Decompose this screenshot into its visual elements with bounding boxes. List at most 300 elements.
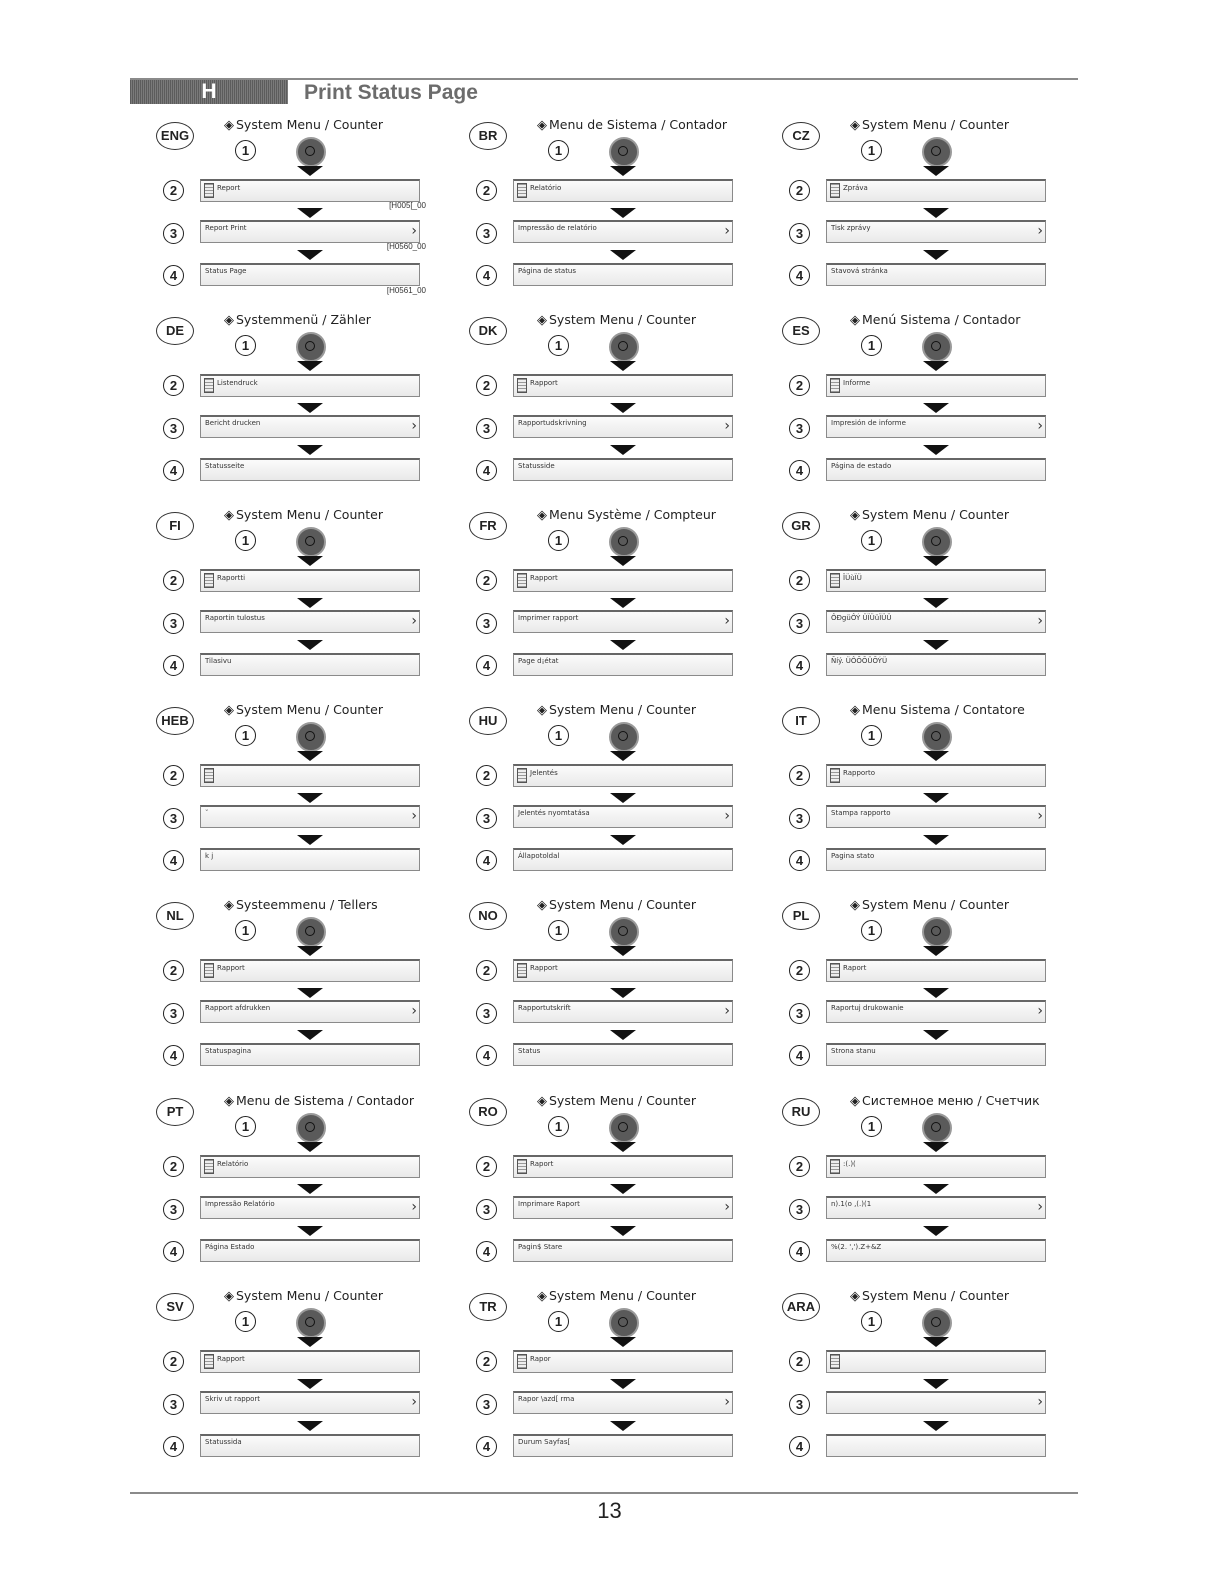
step-3-badge: 3: [163, 1199, 184, 1220]
menu-path-text: Systeemmenu / Tellers: [236, 897, 378, 912]
chevron-right-icon: ›: [1037, 1199, 1043, 1215]
step-4-badge: 4: [163, 460, 184, 481]
document-icon: [204, 183, 214, 198]
report-screen: [513, 959, 733, 982]
chevron-right-icon: ›: [411, 1199, 417, 1215]
system-menu-key-icon: [296, 722, 326, 752]
step-2-badge: 2: [476, 180, 497, 201]
report-screen: [200, 764, 420, 787]
report-label: Raport: [843, 964, 867, 972]
report-print-screen: [200, 1000, 420, 1023]
status-page-screen: [513, 263, 733, 286]
report-label: Rapport: [530, 379, 558, 387]
diamond-icon: ◈: [537, 1094, 547, 1109]
status-page-label: Statusside: [518, 462, 555, 470]
triangle-down-icon: [610, 598, 636, 608]
diamond-icon: ◈: [850, 703, 860, 718]
report-print-screen: [826, 1391, 1046, 1414]
triangle-down-icon: [297, 361, 323, 371]
step-4-badge: 4: [789, 1045, 810, 1066]
language-badge: TR: [469, 1293, 507, 1321]
document-icon: [204, 1354, 214, 1369]
chevron-right-icon: ›: [724, 613, 730, 629]
menu-path-text: Menú Sistema / Contador: [862, 312, 1021, 327]
report-print-label: Raportin tulostus: [205, 614, 265, 622]
language-badge: NO: [469, 902, 507, 930]
triangle-down-icon: [297, 640, 323, 650]
language-block: [756, 890, 1056, 1080]
diamond-icon: ◈: [537, 898, 547, 913]
status-page-label: Pagin$ Stare: [518, 1243, 563, 1251]
report-screen: [826, 959, 1046, 982]
menu-path: [850, 312, 1020, 328]
step-2-badge: 2: [476, 375, 497, 396]
chevron-right-icon: ›: [724, 808, 730, 824]
step-3-badge: 3: [476, 808, 497, 829]
triangle-down-icon: [297, 1337, 323, 1347]
chevron-right-icon: ›: [411, 1394, 417, 1410]
status-page-label: Page d¡état: [518, 657, 559, 665]
language-badge: FR: [469, 512, 507, 540]
triangle-down-icon: [923, 1142, 949, 1152]
chevron-right-icon: ›: [1037, 418, 1043, 434]
language-badge: IT: [782, 707, 820, 735]
status-page-label: Página de status: [518, 267, 577, 275]
system-menu-key-icon: [922, 527, 952, 557]
triangle-down-icon: [610, 835, 636, 845]
system-menu-key-icon: [922, 722, 952, 752]
language-badge: RO: [469, 1098, 507, 1126]
status-page-screen: [200, 1239, 420, 1262]
step-2-badge: 2: [163, 570, 184, 591]
menu-path-text: System Menu / Counter: [862, 1288, 1010, 1303]
language-block: [130, 890, 430, 1080]
step-4-badge: 4: [163, 1241, 184, 1262]
step-4-badge: 4: [476, 1436, 497, 1457]
report-print-label: Tisk zprávy: [831, 224, 871, 232]
menu-path: [224, 1288, 383, 1304]
menu-path: [537, 1288, 696, 1304]
report-screen: [513, 374, 733, 397]
language-block: [756, 305, 1056, 495]
system-menu-key-icon: [296, 917, 326, 947]
report-print-screen: [513, 805, 733, 828]
report-screen: [826, 179, 1046, 202]
language-badge: ARA: [782, 1293, 820, 1321]
report-label: Rapor: [530, 1355, 551, 1363]
report-print-screen: [200, 1196, 420, 1219]
step-1-badge: 1: [235, 920, 256, 941]
step-1-badge: 1: [235, 140, 256, 161]
report-print-label: Imprimare Raport: [518, 1200, 580, 1208]
step-1-badge: 1: [548, 1116, 569, 1137]
triangle-down-icon: [610, 361, 636, 371]
step-1-badge: 1: [548, 920, 569, 941]
diamond-icon: ◈: [224, 703, 234, 718]
step-4-badge: 4: [476, 1045, 497, 1066]
menu-path: [224, 702, 383, 718]
system-menu-key-icon: [296, 1308, 326, 1338]
language-badge: DE: [156, 317, 194, 345]
triangle-down-icon: [923, 1184, 949, 1194]
menu-path: [537, 507, 716, 523]
step-3-badge: 3: [476, 418, 497, 439]
menu-path-text: System Menu / Counter: [549, 1093, 697, 1108]
screen-code: [H0561_00: [386, 286, 426, 295]
language-badge: GR: [782, 512, 820, 540]
step-3-badge: 3: [789, 1394, 810, 1415]
status-page-screen: [200, 263, 420, 286]
diamond-icon: ◈: [850, 1289, 860, 1304]
report-print-label: n).1(o ,(.)(1: [831, 1200, 872, 1208]
report-screen: [826, 764, 1046, 787]
menu-path-text: Menu de Sistema / Contador: [236, 1093, 414, 1108]
diamond-icon: ◈: [850, 508, 860, 523]
menu-path: [850, 897, 1009, 913]
report-screen: [200, 959, 420, 982]
triangle-down-icon: [923, 598, 949, 608]
status-page-screen: [826, 1434, 1046, 1457]
status-page-screen: [200, 458, 420, 481]
step-1-badge: 1: [235, 335, 256, 356]
triangle-down-icon: [923, 556, 949, 566]
report-screen: [513, 1155, 733, 1178]
triangle-down-icon: [610, 403, 636, 413]
diamond-icon: ◈: [537, 313, 547, 328]
triangle-down-icon: [297, 598, 323, 608]
step-2-badge: 2: [163, 1351, 184, 1372]
report-label: ÎÜùÏÜ: [843, 574, 862, 582]
step-3-badge: 3: [476, 613, 497, 634]
report-print-label: Impressão de relatório: [518, 224, 597, 232]
document-icon: [517, 573, 527, 588]
diamond-icon: ◈: [537, 703, 547, 718]
triangle-down-icon: [297, 835, 323, 845]
step-4-badge: 4: [163, 1045, 184, 1066]
step-4-badge: 4: [789, 1241, 810, 1262]
step-4-badge: 4: [476, 850, 497, 871]
step-2-badge: 2: [789, 765, 810, 786]
diamond-icon: ◈: [537, 508, 547, 523]
step-1-badge: 1: [548, 335, 569, 356]
triangle-down-icon: [923, 640, 949, 650]
report-label: Rapport: [530, 574, 558, 582]
triangle-down-icon: [297, 988, 323, 998]
language-block: [130, 695, 430, 885]
step-1-badge: 1: [861, 725, 882, 746]
screen-code: [H005[_00: [389, 201, 426, 210]
status-page-screen: [200, 1043, 420, 1066]
status-page-label: Tilasivu: [205, 657, 232, 665]
system-menu-key-icon: [922, 332, 952, 362]
menu-path: [224, 507, 383, 523]
language-block: [130, 1281, 430, 1471]
language-block: [130, 110, 430, 300]
document-icon: [517, 1354, 527, 1369]
step-1-badge: 1: [861, 1311, 882, 1332]
step-3-badge: 3: [476, 1199, 497, 1220]
status-page-screen: [826, 848, 1046, 871]
report-print-screen: [200, 1391, 420, 1414]
chevron-right-icon: ›: [1037, 613, 1043, 629]
menu-path-text: Menu de Sistema / Contador: [549, 117, 727, 132]
menu-path-text: System Menu / Counter: [549, 702, 697, 717]
document-icon: [830, 183, 840, 198]
report-print-screen: [513, 1196, 733, 1219]
report-label: Listendruck: [217, 379, 258, 387]
status-page-screen: [513, 653, 733, 676]
report-print-screen: [513, 610, 733, 633]
triangle-down-icon: [923, 988, 949, 998]
step-1-badge: 1: [235, 1311, 256, 1332]
step-3-badge: 3: [476, 1394, 497, 1415]
report-print-screen: [513, 1000, 733, 1023]
menu-path: [537, 702, 696, 718]
report-label: Rapport: [217, 964, 245, 972]
triangle-down-icon: [610, 793, 636, 803]
system-menu-key-icon: [922, 917, 952, 947]
language-badge: SV: [156, 1293, 194, 1321]
step-2-badge: 2: [476, 570, 497, 591]
system-menu-key-icon: [296, 1113, 326, 1143]
step-4-badge: 4: [163, 850, 184, 871]
report-screen: [826, 1350, 1046, 1373]
menu-path-text: System Menu / Counter: [549, 312, 697, 327]
triangle-down-icon: [610, 946, 636, 956]
triangle-down-icon: [610, 166, 636, 176]
step-4-badge: 4: [163, 265, 184, 286]
menu-path-text: System Menu / Counter: [236, 117, 384, 132]
triangle-down-icon: [297, 1421, 323, 1431]
status-page-screen: [826, 653, 1046, 676]
chevron-right-icon: ›: [1037, 808, 1043, 824]
system-menu-key-icon: [609, 332, 639, 362]
step-2-badge: 2: [789, 180, 810, 201]
step-1-badge: 1: [861, 335, 882, 356]
triangle-down-icon: [610, 1226, 636, 1236]
language-block: [443, 500, 743, 690]
language-block: [443, 890, 743, 1080]
step-2-badge: 2: [163, 180, 184, 201]
status-page-screen: [513, 1043, 733, 1066]
report-screen: [200, 1155, 420, 1178]
report-label: Rapport: [530, 964, 558, 972]
triangle-down-icon: [923, 751, 949, 761]
status-page-label: Állapotoldal: [518, 852, 560, 860]
step-1-badge: 1: [235, 725, 256, 746]
report-screen: [513, 179, 733, 202]
system-menu-key-icon: [609, 1113, 639, 1143]
chevron-right-icon: ›: [411, 418, 417, 434]
document-icon: [204, 573, 214, 588]
chevron-right-icon: ›: [411, 1003, 417, 1019]
language-block: [756, 1281, 1056, 1471]
diamond-icon: ◈: [850, 313, 860, 328]
triangle-down-icon: [923, 793, 949, 803]
step-3-badge: 3: [789, 1003, 810, 1024]
language-badge: HEB: [156, 707, 194, 735]
chevron-right-icon: ›: [411, 223, 417, 239]
report-print-label: Imprimer rapport: [518, 614, 579, 622]
language-badge: HU: [469, 707, 507, 735]
step-1-badge: 1: [861, 1116, 882, 1137]
diamond-icon: ◈: [537, 118, 547, 133]
language-block: [130, 305, 430, 495]
step-4-badge: 4: [789, 850, 810, 871]
chevron-right-icon: ›: [411, 808, 417, 824]
diamond-icon: ◈: [850, 1094, 860, 1109]
status-page-screen: [826, 263, 1046, 286]
status-page-label: Status: [518, 1047, 541, 1055]
report-print-label: Stampa rapporto: [831, 809, 891, 817]
chevron-right-icon: ›: [1037, 1003, 1043, 1019]
language-block: [443, 110, 743, 300]
status-page-screen: [513, 848, 733, 871]
system-menu-key-icon: [609, 1308, 639, 1338]
step-3-badge: 3: [163, 808, 184, 829]
step-3-badge: 3: [163, 223, 184, 244]
triangle-down-icon: [297, 556, 323, 566]
system-menu-key-icon: [922, 1308, 952, 1338]
chevron-right-icon: ›: [724, 1394, 730, 1410]
triangle-down-icon: [297, 751, 323, 761]
menu-path-text: System Menu / Counter: [236, 702, 384, 717]
step-3-badge: 3: [163, 418, 184, 439]
step-3-badge: 3: [163, 613, 184, 634]
menu-path: [537, 897, 696, 913]
status-page-screen: [513, 1434, 733, 1457]
report-print-label: Bericht drucken: [205, 419, 261, 427]
menu-path: [850, 507, 1009, 523]
report-label: Raport: [530, 1160, 554, 1168]
language-block: [756, 500, 1056, 690]
document-icon: [830, 963, 840, 978]
report-print-screen: [513, 1391, 733, 1414]
status-page-label: Status Page: [205, 267, 247, 275]
report-print-screen: [513, 415, 733, 438]
menu-path: [850, 1288, 1009, 1304]
report-print-label: Rapportutskrift: [518, 1004, 571, 1012]
system-menu-key-icon: [296, 527, 326, 557]
menu-path-text: Системное меню / Счетчик: [862, 1093, 1040, 1108]
diamond-icon: ◈: [224, 898, 234, 913]
triangle-down-icon: [610, 640, 636, 650]
step-1-badge: 1: [548, 1311, 569, 1332]
menu-path: [850, 702, 1025, 718]
triangle-down-icon: [297, 445, 323, 455]
step-4-badge: 4: [789, 655, 810, 676]
menu-path-text: System Menu / Counter: [862, 117, 1010, 132]
step-4-badge: 4: [476, 1241, 497, 1262]
triangle-down-icon: [923, 445, 949, 455]
document-icon: [517, 183, 527, 198]
triangle-down-icon: [610, 1030, 636, 1040]
triangle-down-icon: [610, 751, 636, 761]
chevron-right-icon: ›: [724, 418, 730, 434]
status-page-screen: [826, 458, 1046, 481]
step-2-badge: 2: [789, 375, 810, 396]
chevron-right-icon: ›: [724, 1199, 730, 1215]
report-print-screen: [513, 220, 733, 243]
language-block: [443, 1281, 743, 1471]
step-1-badge: 1: [548, 725, 569, 746]
system-menu-key-icon: [922, 1113, 952, 1143]
menu-path: [850, 1093, 1040, 1109]
triangle-down-icon: [297, 946, 323, 956]
report-label: Raportti: [217, 574, 246, 582]
menu-path: [224, 897, 378, 913]
step-2-badge: 2: [789, 960, 810, 981]
step-4-badge: 4: [789, 1436, 810, 1457]
step-3-badge: 3: [789, 223, 810, 244]
step-2-badge: 2: [476, 1351, 497, 1372]
system-menu-key-icon: [296, 137, 326, 167]
triangle-down-icon: [923, 1226, 949, 1236]
step-2-badge: 2: [476, 1156, 497, 1177]
triangle-down-icon: [610, 1337, 636, 1347]
status-page-screen: [200, 653, 420, 676]
language-badge: DK: [469, 317, 507, 345]
menu-path-text: Menu Sistema / Contatore: [862, 702, 1025, 717]
language-block: [756, 110, 1056, 300]
report-print-label: Rapportudskrivning: [518, 419, 587, 427]
triangle-down-icon: [923, 403, 949, 413]
step-2-badge: 2: [476, 960, 497, 981]
menu-path-text: System Menu / Counter: [549, 1288, 697, 1303]
report-screen: [513, 1350, 733, 1373]
step-1-badge: 1: [548, 140, 569, 161]
triangle-down-icon: [923, 1337, 949, 1347]
chevron-right-icon: ›: [724, 223, 730, 239]
report-label: :(.)(: [843, 1160, 856, 1168]
document-icon: [830, 1354, 840, 1369]
triangle-down-icon: [610, 1421, 636, 1431]
step-1-badge: 1: [861, 530, 882, 551]
report-label: Zpráva: [843, 184, 868, 192]
report-print-label: Report Print: [205, 224, 247, 232]
step-2-badge: 2: [163, 960, 184, 981]
report-label: Informe: [843, 379, 871, 387]
status-page-screen: [826, 1043, 1046, 1066]
menu-path-text: System Menu / Counter: [862, 897, 1010, 912]
status-page-screen: [826, 1239, 1046, 1262]
triangle-down-icon: [610, 250, 636, 260]
report-label: Relatório: [530, 184, 562, 192]
step-4-badge: 4: [476, 265, 497, 286]
language-badge: ES: [782, 317, 820, 345]
menu-path: [224, 117, 383, 133]
report-screen: [200, 179, 420, 202]
step-3-badge: 3: [476, 1003, 497, 1024]
language-badge: PL: [782, 902, 820, 930]
report-label: Rapport: [217, 1355, 245, 1363]
report-label: Rapporto: [843, 769, 876, 777]
document-icon: [830, 573, 840, 588]
menu-path-text: System Menu / Counter: [549, 897, 697, 912]
page-number: 13: [597, 1498, 622, 1523]
language-block: [130, 1086, 430, 1276]
triangle-down-icon: [923, 1030, 949, 1040]
triangle-down-icon: [610, 208, 636, 218]
menu-path: [850, 117, 1009, 133]
triangle-down-icon: [923, 1421, 949, 1431]
step-4-badge: 4: [476, 655, 497, 676]
status-page-screen: [200, 848, 420, 871]
triangle-down-icon: [610, 556, 636, 566]
step-2-badge: 2: [789, 1156, 810, 1177]
triangle-down-icon: [297, 403, 323, 413]
triangle-down-icon: [923, 250, 949, 260]
